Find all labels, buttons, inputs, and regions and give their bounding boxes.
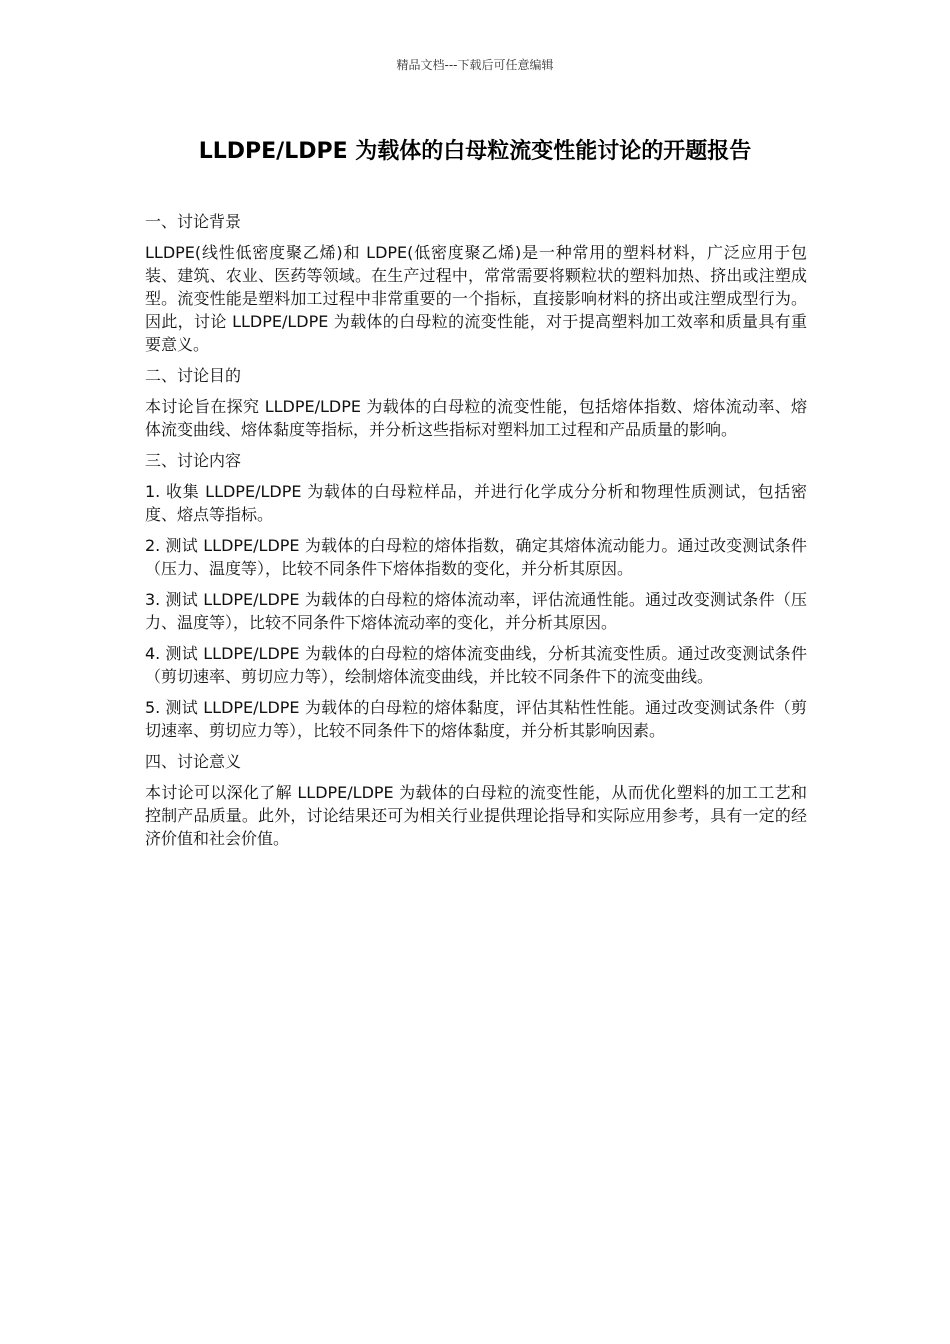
content-item-1: 1. 收集 LLDPE/LDPE 为载体的白母粒样品，并进行化学成分分析和物理性质测试，包括密度、熔点等指标。 (145, 482, 807, 524)
content-item-5: 5. 测试 LLDPE/LDPE 为载体的白母粒的熔体黏度，评估其粘性性能。通过改变测试条件（剪切速率、剪切应力等），比较不同条件下的熔体黏度，并分析其影响因素。 (145, 698, 807, 740)
document-body (145, 210, 807, 858)
section-heading-content: 三、讨论内容 (145, 451, 242, 470)
paragraph-background: LLDPE(线性低密度聚乙烯)和 LDPE(低密度聚乙烯)是一种常用的塑料材料，广泛应用于包装、建筑、农业、医药等领域。在生产过程中，常常需要将颗粒状的塑料加热、挤出或注塑成型。流变性能是塑料加工过程中非常重要的一个指标，直接影响材料的挤出或注塑成型行为。因此，讨论 LLDPE/LDPE 为载体的白母粒的流变性能，对于提高塑料加工效率和质量具有重要意义。 (145, 243, 807, 354)
paragraph-significance: 本讨论可以深化了解 LLDPE/LDPE 为载体的白母粒的流变性能，从而优化塑料的加工工艺和控制产品质量。此外，讨论结果还可为相关行业提供理论指导和实际应用参考，具有一定的经济价值和社会价值。 (145, 783, 807, 848)
content-item-2: 2. 测试 LLDPE/LDPE 为载体的白母粒的熔体指数，确定其熔体流动能力。通过改变测试条件（压力、温度等），比较不同条件下熔体指数的变化，并分析其原因。 (145, 536, 807, 578)
section-heading-significance: 四、讨论意义 (145, 752, 242, 771)
content-item-4: 4. 测试 LLDPE/LDPE 为载体的白母粒的熔体流变曲线，分析其流变性质。通过改变测试条件（剪切速率、剪切应力等），绘制熔体流变曲线，并比较不同条件下的流变曲线。 (145, 644, 807, 686)
header-note: 精品文档---下载后可任意编辑 (396, 58, 554, 72)
document-title: LLDPE/LDPE 为载体的白母粒流变性能讨论的开题报告 (198, 139, 752, 164)
content-item-3: 3. 测试 LLDPE/LDPE 为载体的白母粒的熔体流动率，评估流通性能。通过改变测试条件（压力、温度等），比较不同条件下熔体流动率的变化，并分析其原因。 (145, 590, 807, 632)
paragraph-purpose: 本讨论旨在探究 LLDPE/LDPE 为载体的白母粒的流变性能，包括熔体指数、熔体流动率、熔体流变曲线、熔体黏度等指标，并分析这些指标对塑料加工过程和产品质量的影响。 (145, 397, 807, 439)
section-heading-purpose: 二、讨论目的 (145, 366, 242, 385)
section-heading-background: 一、讨论背景 (145, 212, 242, 231)
